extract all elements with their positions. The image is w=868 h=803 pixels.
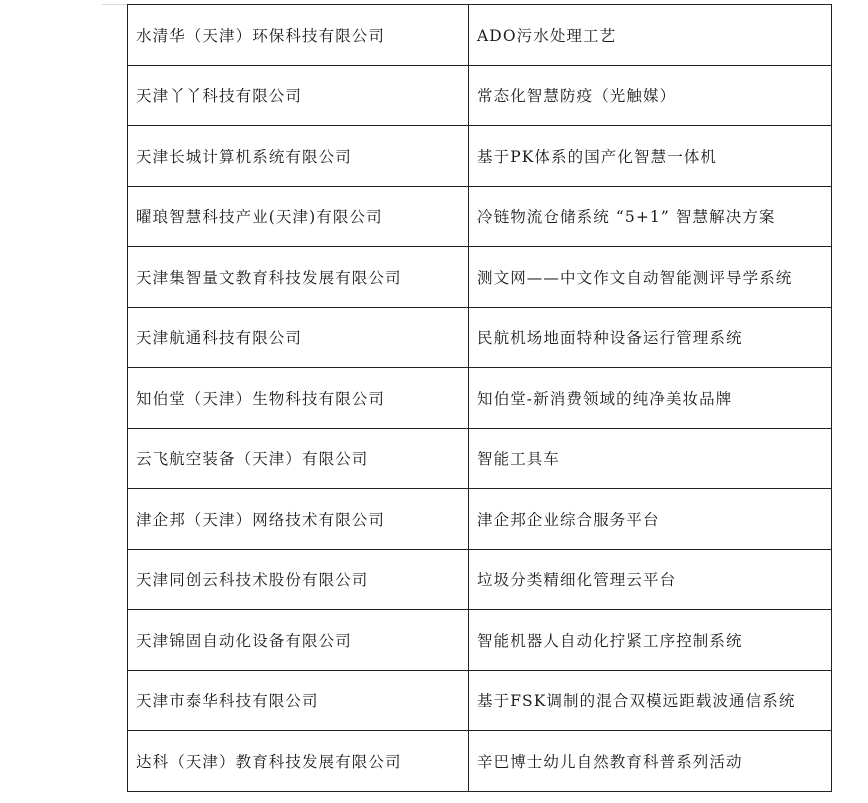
company-cell: 天津长城计算机系统有限公司 [128, 126, 469, 187]
project-cell: 基于PK体系的国产化智慧一体机 [469, 126, 832, 187]
company-cell: 天津同创云科技术股份有限公司 [128, 549, 469, 610]
project-cell: 测文网——中文作文自动智能测评导学系统 [469, 247, 832, 308]
table-row [128, 307, 832, 368]
project-cell: 津企邦企业综合服务平台 [469, 489, 832, 550]
table-row [128, 247, 832, 308]
table-row [128, 65, 832, 126]
company-cell: 水清华（天津）环保科技有限公司 [128, 5, 469, 66]
table-row [128, 549, 832, 610]
company-cell: 天津市泰华科技有限公司 [128, 670, 469, 731]
table-row [128, 5, 832, 66]
table-row [128, 489, 832, 550]
table-row [128, 126, 832, 187]
company-cell: 天津集智量文教育科技发展有限公司 [128, 247, 469, 308]
project-cell: 垃圾分类精细化管理云平台 [469, 549, 832, 610]
project-cell: 辛巴博士幼儿自然教育科普系列活动 [469, 731, 832, 792]
company-cell: 天津航通科技有限公司 [128, 307, 469, 368]
company-cell: 云飞航空装备（天津）有限公司 [128, 428, 469, 489]
company-cell: 达科（天津）教育科技发展有限公司 [128, 731, 469, 792]
table-row [128, 670, 832, 731]
table-row [128, 610, 832, 671]
company-project-table [127, 4, 832, 792]
table-row [128, 186, 832, 247]
company-cell: 天津锦固自动化设备有限公司 [128, 610, 469, 671]
project-cell: ADO污水处理工艺 [469, 5, 832, 66]
project-cell: 民航机场地面特种设备运行管理系统 [469, 307, 832, 368]
company-cell: 知伯堂（天津）生物科技有限公司 [128, 368, 469, 429]
company-cell: 津企邦（天津）网络技术有限公司 [128, 489, 469, 550]
company-cell: 曜琅智慧科技产业(天津)有限公司 [128, 186, 469, 247]
project-cell: 知伯堂-新消费领域的纯净美妆品牌 [469, 368, 832, 429]
project-cell: 智能机器人自动化拧紧工序控制系统 [469, 610, 832, 671]
table-row [128, 731, 832, 792]
project-cell: 智能工具车 [469, 428, 832, 489]
project-cell: 基于FSK调制的混合双模远距载波通信系统 [469, 670, 832, 731]
project-cell: 常态化智慧防疫（光触媒） [469, 65, 832, 126]
project-cell: 冷链物流仓储系统 “5+1” 智慧解决方案 [469, 186, 832, 247]
company-cell: 天津丫丫科技有限公司 [128, 65, 469, 126]
table-row [128, 428, 832, 489]
table-row [128, 368, 832, 429]
